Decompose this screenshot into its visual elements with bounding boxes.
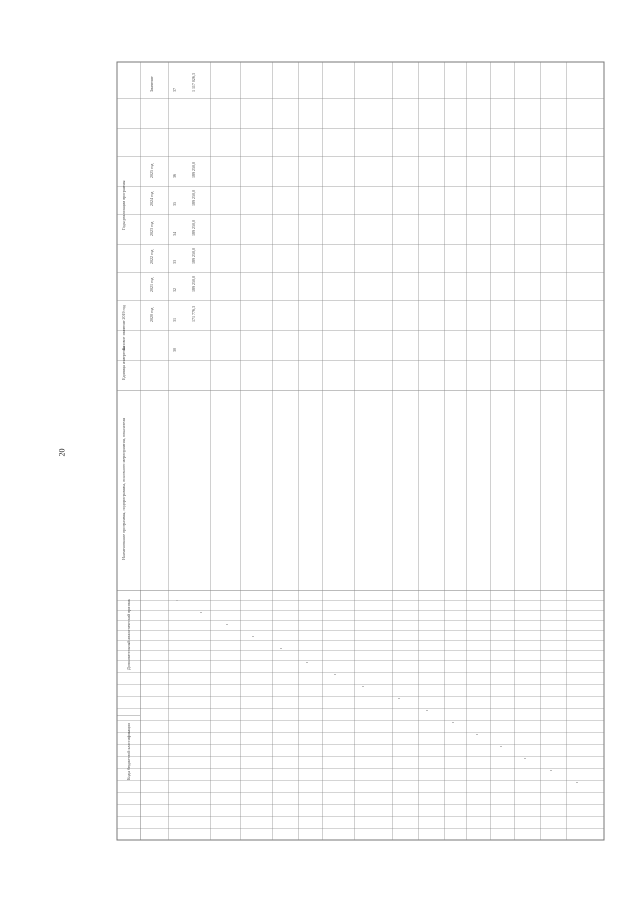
year-2022: 2022 год [149,249,154,264]
row1-final: 1 117 026,3 [191,73,196,92]
row1-2021: 189 250,0 [191,276,196,292]
col-years-group-label: Годы реализации программы [121,180,126,230]
group-mid-label: Дополнительный аналитический признак [126,599,131,670]
num-cell-30: 30 [172,348,177,352]
col-unit-label: Единица измерения [121,346,126,380]
row1-2020: 171 776,3 [191,306,196,322]
row1-2024: 189 250,0 [191,190,196,206]
row1-2025: 189 250,0 [191,162,196,178]
col-indicator-label: Наименование программы, подпрограммы, основного мероприятия, показателя [121,417,126,560]
group-left-label: Коды бюджетной классификации [126,723,131,780]
year-2024: 2024 год [149,191,154,206]
year-2021: 2021 год [149,277,154,292]
row1-2022: 189 250,0 [191,248,196,264]
num-cell-36: 36 [172,174,177,178]
year-2023: 2023 год [149,221,154,236]
year-2020: 2020 год [149,307,154,322]
col-base-label: Базовое значение 2019 год [121,305,126,350]
col-final-label: Значение [149,76,154,92]
row1-2023: 189 250,0 [191,220,196,236]
num-cell-33: 33 [172,260,177,264]
num-cell-34: 34 [172,232,177,236]
num-cell-31: 31 [172,318,177,322]
year-2025: 2025 год [149,163,154,178]
num-cell-37: 37 [172,88,177,92]
num-cell-32: 32 [172,288,177,292]
page-number: 20 [57,448,67,457]
num-cell-35: 35 [172,202,177,206]
